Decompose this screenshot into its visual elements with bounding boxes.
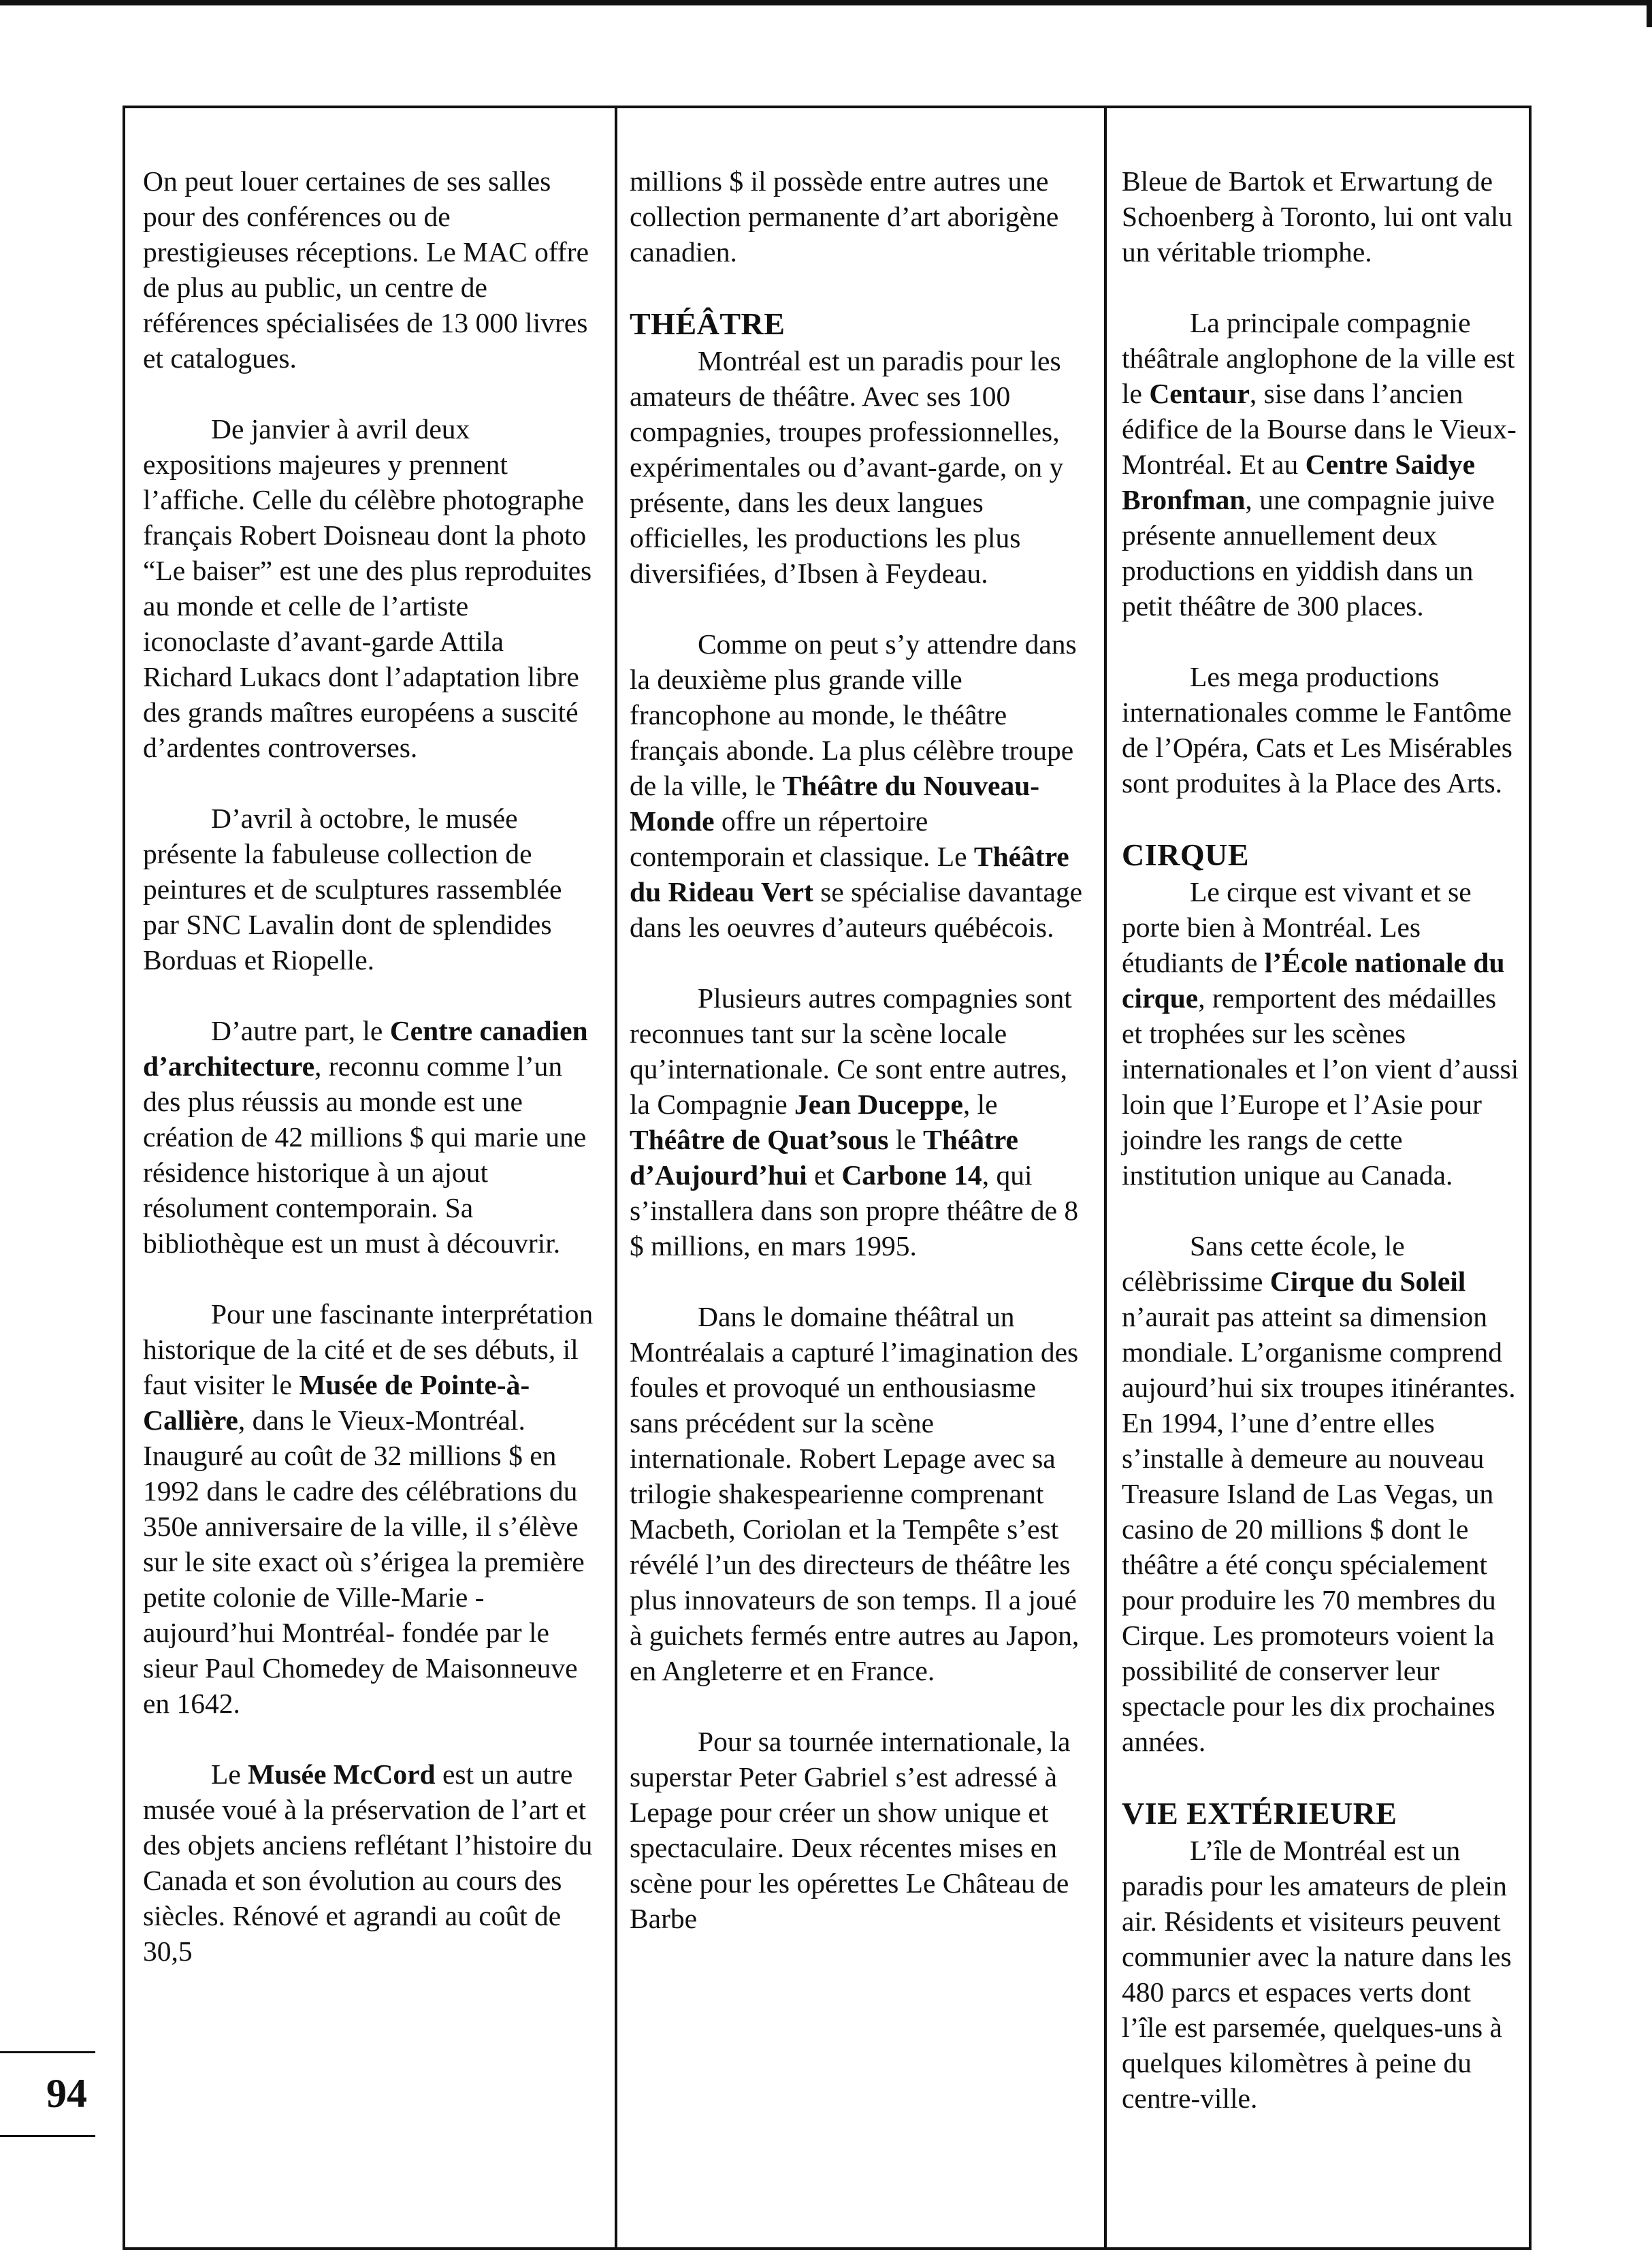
paragraph: Montréal est un paradis pour les amateurs de théâtre. Avec ses 100 compagnies, troupes professionnelles, expérimentales ou d’avant-garde, on y présente, dans les deux langues officielles, les productions les plus diversifiées, d’Ibsen à Feydeau. <box>630 345 1064 589</box>
scan-border-top <box>0 0 1652 5</box>
section-heading-theatre: THÉÂTRE <box>630 306 785 341</box>
page-number-rule-bottom <box>0 2135 95 2137</box>
text-run: , une compagnie juive présente annuellement deux productions en yiddish dans un petit théâtre de 300 places. <box>1122 484 1495 622</box>
text-run: Le cirque est vivant et se porte bien à Montréal. Les étudiants de <box>1122 876 1472 978</box>
column-divider-2 <box>1104 106 1107 2250</box>
bold-name: Théâtre du Rideau Vert <box>630 841 1069 907</box>
bold-name: Musée McCord <box>248 1758 436 1790</box>
text-run: et <box>807 1159 842 1191</box>
paragraph: L’île de Montréal est un paradis pour les amateurs de plein air. Résidents et visiteurs peuvent communier avec la nature dans les 480 parcs et espaces verts dont l’île est parsemée, quelques-uns à quelques kilomètres à peine du centre-ville. <box>1122 1835 1512 2114</box>
column-divider-1 <box>615 106 617 2250</box>
paragraph <box>1122 1228 1523 1759</box>
text-run: D’autre part, le <box>211 1015 390 1046</box>
bold-name: Jean Duceppe <box>794 1089 963 1120</box>
bold-name: Théâtre de Quat’sous <box>630 1124 889 1155</box>
paragraph: De janvier à avril deux expositions majeures y prennent l’affiche. Celle du célèbre photographe français Robert Doisneau dont la photo “Le baiser” est une des plus reproduites au monde et celle de l’artiste iconoclaste d’avant-garde Attila Richard Lukacs dont l’adaptation libre des grands maîtres européens a suscité d’ardentes controverses. <box>143 413 592 763</box>
text-run: le <box>888 1124 924 1155</box>
column-2 <box>630 163 1086 1972</box>
text-run: offre un répertoire contemporain et classique. Le <box>630 805 974 872</box>
paragraph <box>630 626 1086 945</box>
text-run: se spécialise davantage dans les oeuvres d’auteurs québécois. <box>630 876 1083 943</box>
bold-name: Centre Saidye Bronfman <box>1122 449 1476 515</box>
text-run: , qui s’installera dans son propre théâtre de 8 $ millions, en mars 1995. <box>630 1159 1079 1261</box>
scan-border-corner <box>1647 0 1652 27</box>
section-heading-cirque: CIRQUE <box>1122 837 1250 872</box>
text-run: est un autre musée voué à la préservation de l’art et des objets anciens reflétant l’histoire du Canada et son évolution au cours des siècles. Rénové et agrandi au coût de 30,5 <box>143 1758 593 1967</box>
paragraph <box>1122 874 1523 1193</box>
column-1 <box>143 163 599 2004</box>
paragraph: D’avril à octobre, le musée présente la fabuleuse collection de peintures et de sculptures rassemblée par SNC Lavalin dont de splendides Borduas et Riopelle. <box>143 803 562 976</box>
paragraph: Pour sa tournée internationale, la superstar Peter Gabriel s’est adressé à Lepage pour créer un show unique et spectaculaire. Deux récentes mises en scène pour les opérettes Le Château de Barbe <box>630 1726 1071 1934</box>
text-run: , reconnu comme l’un des plus réussis au monde est une création de 42 millions $ qui marie une résidence historique à un ajout résolument contemporain. Sa bibliothèque est un must à découvrir. <box>143 1050 587 1259</box>
text-run: , le <box>962 1089 998 1120</box>
paragraph: On peut louer certaines de ses salles pour des conférences ou de prestigieuses réceptions. Le MAC offre de plus au public, un centre de références spécialisées de 13 000 livres et catalogues. <box>143 165 589 374</box>
paragraph <box>1122 305 1523 624</box>
bold-name: Théâtre du Nouveau-Monde <box>630 770 1040 837</box>
paragraph: Bleue de Bartok et Erwartung de Schoenberg à Toronto, lui ont valu un véritable triomphe. <box>1122 165 1513 268</box>
text-run: Comme on peut s’y attendre dans la deuxième plus grande ville francophone au monde, le théâtre français abonde. La plus célèbre troupe de la ville, le <box>630 628 1077 801</box>
paragraph: millions $ il possède entre autres une collection permanente d’art aborigène canadien. <box>630 165 1059 268</box>
bold-name: Centre canadien d’architecture <box>143 1015 588 1082</box>
text-run: Plusieurs autres compagnies sont reconnues tant sur la scène locale qu’internationale. Ce sont entre autres, la Compagnie <box>630 982 1072 1120</box>
text-run: Sans cette école, le célèbrissime <box>1122 1230 1405 1297</box>
paragraph <box>143 1013 599 1261</box>
text-run: Le <box>211 1758 248 1790</box>
page-number: 94 <box>46 2071 87 2116</box>
paragraph: Dans le domaine théâtral un Montréalais a capturé l’imagination des foules et provoqué un enthousiasme sans précédent sur la scène internationale. Robert Lepage avec sa trilogie shakespearienne comprenant Macbeth, Coriolan et la Tempête s’est révélé l’un des directeurs de théâtre les plus innovateurs de son temps. Il a joué à guichets fermés entre autres au Japon, en Angleterre et en France. <box>630 1301 1080 1686</box>
paragraph <box>143 1296 599 1721</box>
text-run: , dans le Vieux-Montréal. Inauguré au coût de 32 millions $ en 1992 dans le cadre des célébrations du 350e anniversaire de la ville, il s’élève sur le site exact où s’érigea la première petite colonie de Ville-Marie - aujourd’hui Montréal- fondée par le sieur Paul Chomedey de Maisonneuve en 1642. <box>143 1404 585 1719</box>
text-run: , remportent des médailles et trophées sur les scènes internationales et l’on vient d’aussi loin que l’Europe et l’Asie pour joindre les rangs de cette institution unique au Canada. <box>1122 982 1519 1191</box>
bold-name: Centaur <box>1149 378 1250 409</box>
text-run: , sise dans l’ancien édifice de la Bourse dans le Vieux-Montréal. Et au <box>1122 378 1517 480</box>
text-run: n’aurait pas atteint sa dimension mondiale. L’organisme comprend aujourd’hui six troupes itinérantes. En 1994, l’une d’entre elles s’installe à demeure au nouveau Treasure Island de Las Vegas, un casino de 20 millions $ dont le théâtre a été conçu spécialement pour produire les 70 membres du Cirque. Les promoteurs voient la possibilité de conserver leur spectacle pour les dix prochaines années. <box>1122 1301 1516 1757</box>
page-number-rule-top <box>0 2051 95 2053</box>
bold-name: Carbone 14 <box>841 1159 982 1191</box>
column-3 <box>1122 163 1523 2151</box>
paragraph <box>143 1756 599 1969</box>
paragraph <box>630 980 1086 1264</box>
text-run: Pour une fascinante interprétation historique de la cité et de ses débuts, il faut visiter le <box>143 1298 594 1400</box>
paragraph: Les mega productions internationales comme le Fantôme de l’Opéra, Cats et Les Misérables sont produites à la Place des Arts. <box>1122 661 1512 799</box>
bold-name: Cirque du Soleil <box>1269 1266 1466 1297</box>
text-run: La principale compagnie théâtrale anglophone de la ville est le <box>1122 307 1515 409</box>
bold-name: Théâtre d’Aujourd’hui <box>630 1124 1018 1191</box>
section-heading-vie-exterieure: VIE EXTÉRIEURE <box>1122 1796 1397 1831</box>
bold-name: l’École nationale du cirque <box>1122 947 1505 1014</box>
bold-name: Musée de Pointe-à-Callière <box>143 1369 530 1436</box>
